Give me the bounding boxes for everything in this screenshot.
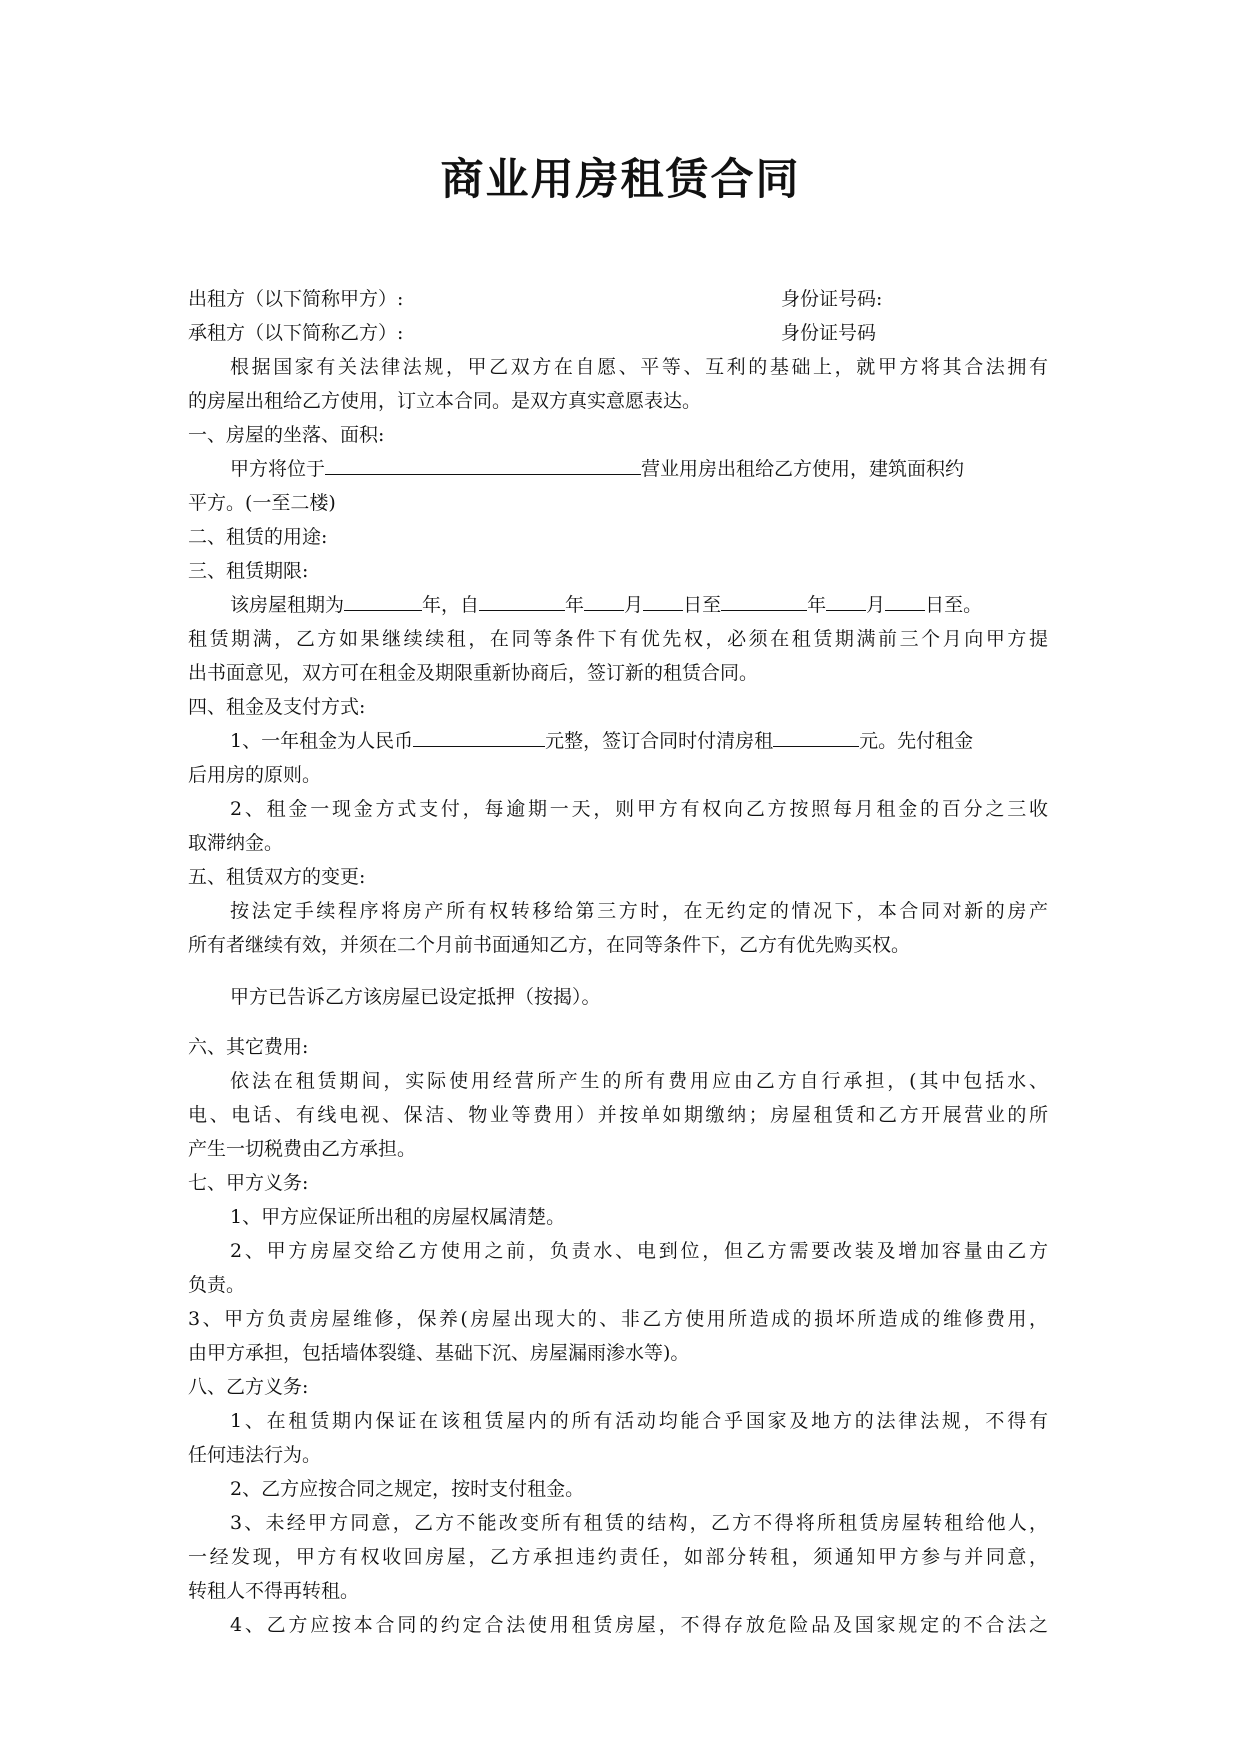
change-line: 按法定手续程序将房产所有权转移给第三方时，在无约定的情况下，本合同对新的房产 bbox=[230, 900, 1048, 922]
lessee-duty-line: 转租人不得再转租。 bbox=[188, 1580, 360, 1602]
section-heading: 一、房屋的坐落、面积: bbox=[188, 424, 385, 446]
month-text: 月 bbox=[866, 594, 886, 616]
intro-line: 的房屋出租给乙方使用，订立本合同。是双方真实意愿表达。 bbox=[188, 390, 702, 412]
lessee-duty-line: 2、乙方应按合同之规定，按时支付租金。 bbox=[230, 1478, 585, 1500]
section-heading: 二、租赁的用途: bbox=[188, 526, 328, 548]
year-text: 年 bbox=[565, 594, 585, 616]
area-line: 平方。(一至二楼) bbox=[188, 492, 336, 514]
lessee-duty-line: 1、在租赁期内保证在该租赁屋内的所有活动均能合乎国家及地方的法律法规，不得有 bbox=[230, 1410, 1048, 1432]
section-heading: 四、租金及支付方式: bbox=[188, 696, 366, 718]
lessor-duty-line: 2、甲方房屋交给乙方使用之前，负责水、电到位，但乙方需要改装及增加容量由乙方 bbox=[230, 1240, 1048, 1262]
lessee-line bbox=[188, 316, 1048, 350]
rent-line: 取滞纳金。 bbox=[188, 832, 284, 854]
lessor-id-label: 身份证号码: bbox=[781, 288, 883, 310]
page-title: 商业用房租赁合同 bbox=[440, 155, 801, 205]
fees-line: 依法在租赁期间，实际使用经营所产生的所有费用应由乙方自行承担，(其中包括水、 bbox=[230, 1070, 1048, 1092]
lessor-line bbox=[188, 282, 1048, 316]
start-month-blank bbox=[584, 588, 624, 611]
fees-line: 产生一切税费由乙方承担。 bbox=[188, 1138, 417, 1160]
rent-paid-blank bbox=[773, 724, 859, 747]
rent-line bbox=[230, 724, 1048, 758]
intro-line: 根据国家有关法律法规，甲乙双方在自愿、平等、互利的基础上，就甲方将其合法拥有 bbox=[230, 356, 1048, 378]
section-heading: 三、租赁期限: bbox=[188, 560, 309, 582]
from-text: ，自 bbox=[441, 594, 480, 616]
lessee-id-label: 身份证号码 bbox=[781, 322, 877, 344]
end-day-blank bbox=[885, 588, 925, 611]
month-text: 月 bbox=[624, 594, 644, 616]
year-text: 年 bbox=[422, 594, 442, 616]
lessee-duty-line: 任何违法行为。 bbox=[188, 1444, 322, 1466]
rent-text: 元整，签订合同时付清房租 bbox=[545, 730, 774, 752]
location-blank bbox=[325, 452, 641, 475]
lessor-duty-line: 由甲方承担，包括墙体裂缝、基础下沉、房屋漏雨渗水等)。 bbox=[188, 1342, 690, 1364]
section-heading: 七、甲方义务: bbox=[188, 1172, 309, 1194]
lessee-label: 承租方（以下简称乙方）: bbox=[188, 322, 404, 344]
rent-amount-blank bbox=[413, 724, 545, 747]
start-day-blank bbox=[643, 588, 683, 611]
lessor-label: 出租方（以下简称甲方）: bbox=[188, 288, 404, 310]
lessee-duty-line: 4、乙方应按本合同的约定合法使用租赁房屋，不得存放危险品及国家规定的不合法之 bbox=[230, 1614, 1048, 1636]
term-line: 租赁期满，乙方如果继续续租，在同等条件下有优先权，必须在租赁期满前三个月向甲方提 bbox=[188, 628, 1048, 650]
day-to-text: 日至 bbox=[683, 594, 722, 616]
end-month-blank bbox=[826, 588, 866, 611]
lessor-duty-line: 负责。 bbox=[188, 1274, 246, 1296]
rent-line: 2、租金一现金方式支付，每逾期一天，则甲方有权向乙方按照每月租金的百分之三收 bbox=[230, 798, 1048, 820]
section-heading: 六、其它费用: bbox=[188, 1036, 309, 1058]
lessee-duty-line: 一经发现，甲方有权收回房屋，乙方承担违约责任，如部分转租，须通知甲方参与并同意， bbox=[188, 1546, 1048, 1568]
change-line: 甲方已告诉乙方该房屋已设定抵押（按揭）。 bbox=[230, 986, 601, 1008]
section-heading: 八、乙方义务: bbox=[188, 1376, 309, 1398]
years-blank bbox=[344, 588, 422, 611]
end-year-blank bbox=[721, 588, 807, 611]
lessor-duty-line: 1、甲方应保证所出租的房屋权属清楚。 bbox=[230, 1206, 566, 1228]
start-year-blank bbox=[479, 588, 565, 611]
term-line: 出书面意见，双方可在租金及期限重新协商后，签订新的租赁合同。 bbox=[188, 662, 759, 684]
rent-text: 1、一年租金为人民币 bbox=[230, 730, 414, 752]
year-text: 年 bbox=[807, 594, 827, 616]
lessee-duty-line: 3、未经甲方同意，乙方不能改变所有租赁的结构，乙方不得将所租赁房屋转租给他人， bbox=[230, 1512, 1048, 1534]
term-line bbox=[230, 588, 1048, 622]
change-line: 所有者继续有效，并须在二个月前书面通知乙方，在同等条件下，乙方有优先购买权。 bbox=[188, 934, 911, 956]
location-line bbox=[230, 452, 1048, 486]
location-text: 甲方将位于 bbox=[230, 458, 326, 480]
area-text: 营业用房出租给乙方使用，建筑面积约 bbox=[641, 458, 965, 480]
fees-line: 电、电话、有线电视、保洁、物业等费用）并按单如期缴纳；房屋租赁和乙方开展营业的所 bbox=[188, 1104, 1048, 1126]
rent-text: 元。先付租金 bbox=[859, 730, 974, 752]
end-text: 日至。 bbox=[925, 594, 983, 616]
lessor-duty-line: 3、甲方负责房屋维修，保养(房屋出现大的、非乙方使用所造成的损坏所造成的维修费用， bbox=[188, 1308, 1048, 1330]
section-heading: 五、租赁双方的变更: bbox=[188, 866, 366, 888]
rent-line: 后用房的原则。 bbox=[188, 764, 322, 786]
term-text: 该房屋租期为 bbox=[230, 594, 345, 616]
